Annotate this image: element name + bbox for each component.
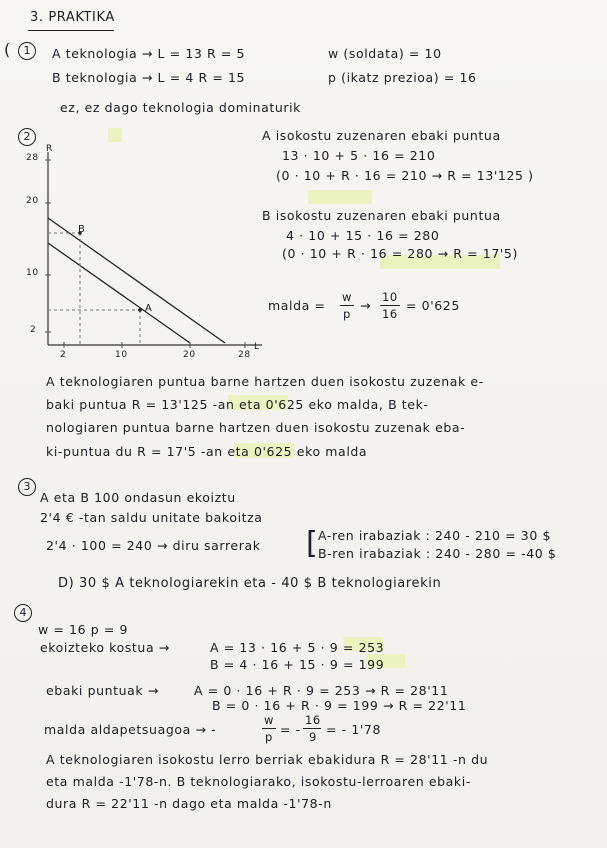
cost-a: A = 13 · 16 + 5 · 9 = 253 [210, 640, 385, 655]
slope-frac-denominator: 9 [309, 730, 317, 744]
a-isocost-title: A isokostu zuzenaren ebaki puntua [262, 128, 501, 143]
exercise-number-3: 3 [18, 478, 36, 496]
point-b-label: B [78, 224, 86, 235]
fraction-bar [262, 728, 276, 729]
fraction-bar [380, 305, 400, 306]
y-tick-label: 10 [26, 268, 39, 278]
slope-frac-denominator: 16 [382, 307, 398, 321]
ex4-paragraph-line: dura R = 22'11 -n dago eta malda -1'78-n [46, 796, 332, 811]
point-a-label: A [145, 303, 153, 314]
arrow-glyph: → [360, 298, 372, 313]
b-isocost-eq2: (0 · 10 + R · 16 = 280 → R = 17'5) [282, 246, 518, 261]
tech-a-line: A teknologia → L = 13 R = 5 [52, 46, 246, 61]
b-isocost-title: B isokostu zuzenaren ebaki puntua [262, 208, 501, 223]
y-tick-label: 20 [26, 196, 39, 206]
bracket-mark: ( [4, 40, 11, 59]
wage-value: w (soldata) = 10 [328, 46, 442, 61]
ex1-conclusion: ez, ez dago teknologia dominaturik [60, 100, 302, 115]
y-tick-label: 2 [30, 325, 37, 335]
graph-x-label: L [254, 342, 260, 352]
ex3-profit-a: A-ren irabaziak : 240 - 210 = 30 $ [318, 528, 552, 543]
ex2-paragraph-line: ki-puntua du R = 17'5 -an eta 0'625 eko malda [46, 444, 368, 459]
ex2-paragraph-line: A teknologiaren puntua barne hartzen duen isokostu zuzenak e- [46, 374, 484, 389]
isocost-line-a [48, 243, 190, 343]
tech-b-line: B teknologia → L = 4 R = 15 [52, 70, 246, 85]
slope-value: = 0'625 [406, 298, 460, 313]
a-isocost-eq1: 13 · 10 + 5 · 16 = 210 [282, 148, 436, 163]
ex2-paragraph-line: nologiaren puntua barne hartzen duen isokostu zuzenak eba- [46, 420, 466, 435]
page-heading: 3. PRAKTIKA [30, 10, 115, 25]
x-tick-label: 10 [115, 350, 128, 360]
ex4-paragraph-line: A teknologiaren isokostu lerro berriak ebakidura R = 28'11 -n du [46, 752, 489, 767]
ex2-paragraph-line: baki puntua R = 13'125 -an eta 0'625 eko malda, B tek- [46, 397, 429, 412]
slope-frac-numerator: 10 [382, 290, 398, 304]
cut-label: ebaki puntuak → [46, 683, 159, 698]
ex3-revenue: 2'4 · 100 = 240 → diru sarrerak [46, 538, 261, 553]
fraction-bar [303, 728, 321, 729]
slope-frac-numerator: 16 [305, 713, 321, 727]
brace-glyph: [ [306, 526, 318, 561]
slope-frac-denominator: p [265, 730, 273, 744]
x-tick-label: 28 [238, 350, 251, 360]
ex3-answer: D) 30 $ A teknologiarekin eta - 40 $ B teknologiarekin [58, 576, 442, 591]
ex4-params: w = 16 p = 9 [38, 622, 129, 637]
ex3-line2: 2'4 € -tan saldu unitate bakoitza [40, 510, 263, 525]
x-tick-label: 2 [60, 350, 67, 360]
exercise-number-1: 1 [18, 42, 36, 60]
ex3-line1: A eta B 100 ondasun ekoiztu [40, 490, 236, 505]
y-tick-label: 28 [26, 153, 39, 163]
graph-y-label: R [46, 144, 53, 154]
x-tick-label: 20 [183, 350, 196, 360]
ex3-profit-b: B-ren irabaziak : 240 - 280 = -40 $ [318, 546, 557, 561]
ex4-paragraph-line: eta malda -1'78-n. B teknologiarako, isokostu-lerroaren ebaki- [46, 774, 471, 789]
steeper-slope-label: malda aldapetsuagoa → - [44, 722, 217, 737]
cut-a: A = 0 · 16 + R · 9 = 253 → R = 28'11 [194, 683, 449, 698]
exercise-number-2: 2 [18, 128, 36, 146]
a-isocost-eq2: (0 · 10 + R · 16 = 210 → R = 13'125 ) [276, 168, 534, 183]
steeper-slope-value: = - 1'78 [326, 722, 382, 737]
isocost-line-b [48, 218, 225, 343]
slope-frac-denominator: p [343, 307, 351, 321]
fraction-bar [340, 305, 354, 306]
cost-label: ekoizteko kostua → [40, 640, 170, 655]
slope-mid: = - [280, 722, 301, 737]
slope-frac-numerator: w [264, 713, 275, 727]
slope-label: malda = [268, 298, 326, 313]
cut-b: B = 0 · 16 + R · 9 = 199 → R = 22'11 [212, 698, 467, 713]
price-value: p (ikatz prezioa) = 16 [328, 70, 477, 85]
cost-b: B = 4 · 16 + 15 · 9 = 199 [210, 657, 385, 672]
b-isocost-eq1: 4 · 10 + 15 · 16 = 280 [286, 228, 440, 243]
exercise-number-4: 4 [14, 604, 32, 622]
point-a-dot [138, 308, 142, 312]
slope-frac-numerator: w [342, 290, 353, 304]
